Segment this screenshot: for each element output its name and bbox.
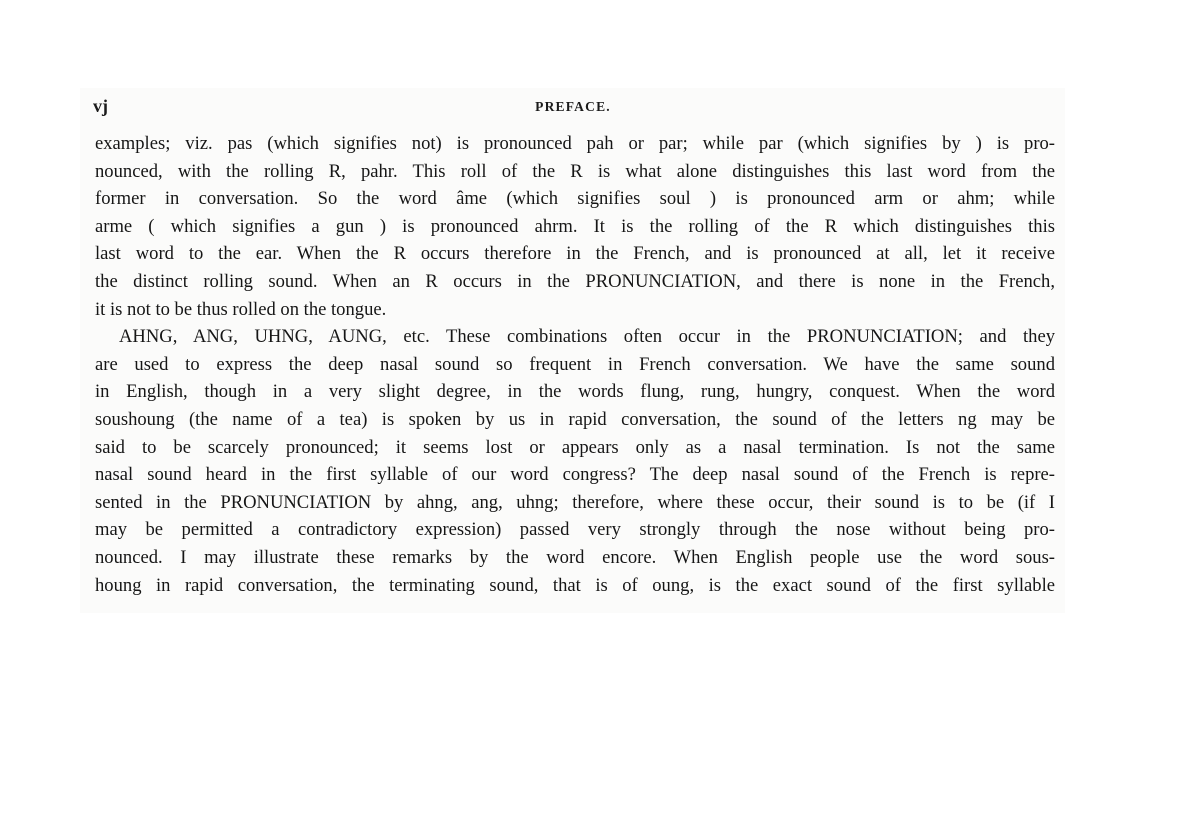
- text-line: it is not to be thus rolled on the tongue.: [95, 298, 387, 320]
- text-line: are used to express the deep nasal sound so frequent in French conversation. We have the same sound: [95, 353, 1055, 375]
- page-number: vj: [93, 96, 108, 116]
- body-text: [95, 130, 1055, 599]
- page-header-title: PREFACE.: [535, 99, 611, 114]
- text-line: nounced. I may illustrate these remarks by the word encore. When English people use the word sous-: [95, 546, 1055, 568]
- text-line: soushoung (the name of a tea) is spoken by us in rapid conversation, the sound of the letters ng may be: [95, 408, 1055, 430]
- text-line: examples; viz. pas (which signifies not) is pronounced pah or par; while par (which signifies by ) is pro-: [95, 133, 1055, 154]
- running-head: [93, 96, 1053, 120]
- text-line: arme ( which signifies a gun ) is pronounced ahrm. It is the rolling of the R which distinguishes this: [95, 215, 1055, 237]
- text-line: AHNG, ANG, UHNG, AUNG, etc. These combinations often occur in the PRONUNCIATION; and they: [119, 326, 1055, 348]
- text-line: nasal sound heard in the first syllable of our word congress? The deep nasal sound of the French is repre-: [95, 464, 1055, 486]
- text-line: last word to the ear. When the R occurs therefore in the French, and is pronounced at all, let it receive: [95, 243, 1055, 265]
- text-line: the distinct rolling sound. When an R occurs in the PRONUNCIATION, and there is none in the French,: [95, 270, 1055, 292]
- text-line: former in conversation. So the word âme (which signifies soul ) is pronounced arm or ahm; while: [95, 188, 1055, 210]
- text-line: in English, though in a very slight degree, in the words flung, rung, hungry, conquest. When the word: [95, 381, 1055, 403]
- text-line: said to be scarcely pronounced; it seems lost or appears only as a nasal termination. Is not the same: [95, 436, 1055, 458]
- text-line: houng in rapid conversation, the terminating sound, that is of oung, is the exact sound of the first syllable: [95, 574, 1055, 596]
- text-line: may be permitted a contradictory expression) passed very strongly through the nose without being pro-: [95, 519, 1055, 541]
- text-line: nounced, with the rolling R, pahr. This roll of the R is what alone distinguishes this last word from the: [95, 160, 1055, 182]
- text-line: sented in the PRONUNCIATION by ahng, ang, uhng; therefore, where these occur, their sound is to be (if I: [95, 491, 1055, 513]
